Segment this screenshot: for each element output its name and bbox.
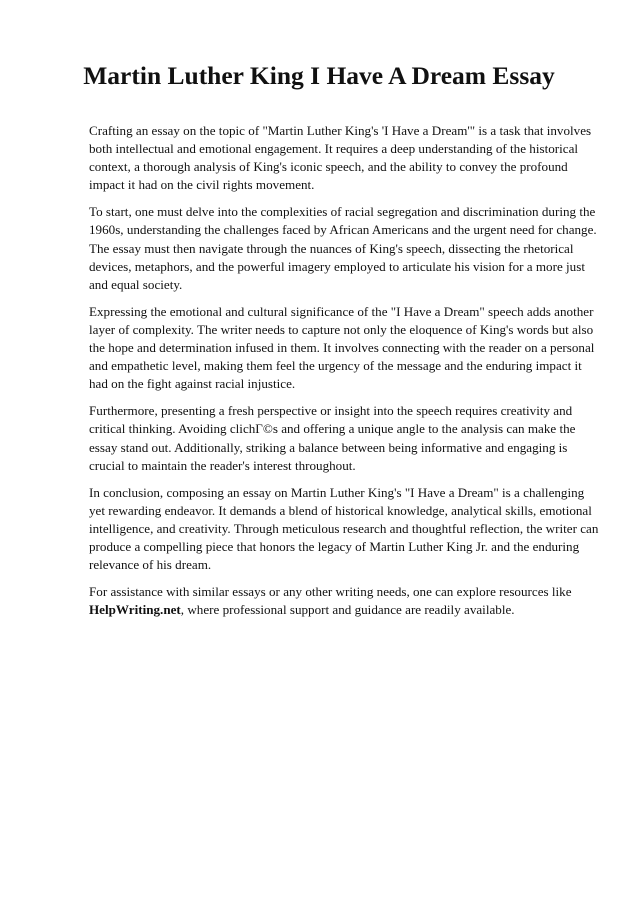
closing-lead-text: For assistance with similar essays or any other writing needs, one can explore resources like	[89, 584, 572, 600]
helpwriting-link[interactable]: HelpWriting.net	[89, 602, 181, 618]
closing-tail-text: , where professional support and guidance are readily available.	[180, 602, 515, 618]
document-title: Martin Luther King I Have A Dream Essay	[83, 61, 555, 90]
paragraph-intro: Crafting an essay on the topic of "Martin Luther King's 'I Have a Dream'" is a task that involves both intellectual and emotional engagement. It requires a deep understanding of the historical context, a thorough analysis of King's iconic speech, and the ability to convey the profound impact it had on the civil rights movement.	[89, 123, 592, 193]
paragraph-significance: Expressing the emotional and cultural significance of the "I Have a Dream" speech adds another layer of complexity. The writer needs to capture not only the eloquence of King's words but also the hope and determination infused in them. It involves connecting with the reader on a personal and empathetic level, making them feel the urgency of the message and the enduring impact it had on the fight against racial injustice.	[89, 303, 595, 392]
document-body	[89, 122, 599, 628]
paragraph-context: To start, one must delve into the complexities of racial segregation and discrimination during the 1960s, understanding the challenges faced by African Americans and the urgent need for change. The essay must then navigate through the nuances of King's speech, dissecting the rhetorical devices, metaphors, and the powerful imagery employed to articulate his vision for a more just and equal society.	[89, 204, 597, 292]
paragraph-perspective: Furthermore, presenting a fresh perspective or insight into the speech requires creativity and critical thinking. Avoiding clichΓ©s and offering a unique angle to the analysis can make the essay stand out. Additionally, striking a balance between being informative and engaging is crucial to maintain the reader's interest throughout.	[89, 403, 576, 473]
paragraph-conclusion: In conclusion, composing an essay on Martin Luther King's "I Have a Dream" is a challenging yet rewarding endeavor. It demands a blend of historical knowledge, analytical skills, emotional intelligence, and creativity. Through meticulous research and thoughtful reflection, the writer can produce a compelling piece that honors the legacy of Martin Luther King Jr. and the enduring relevance of his dream.	[89, 484, 599, 573]
paragraph-closing	[89, 583, 599, 619]
